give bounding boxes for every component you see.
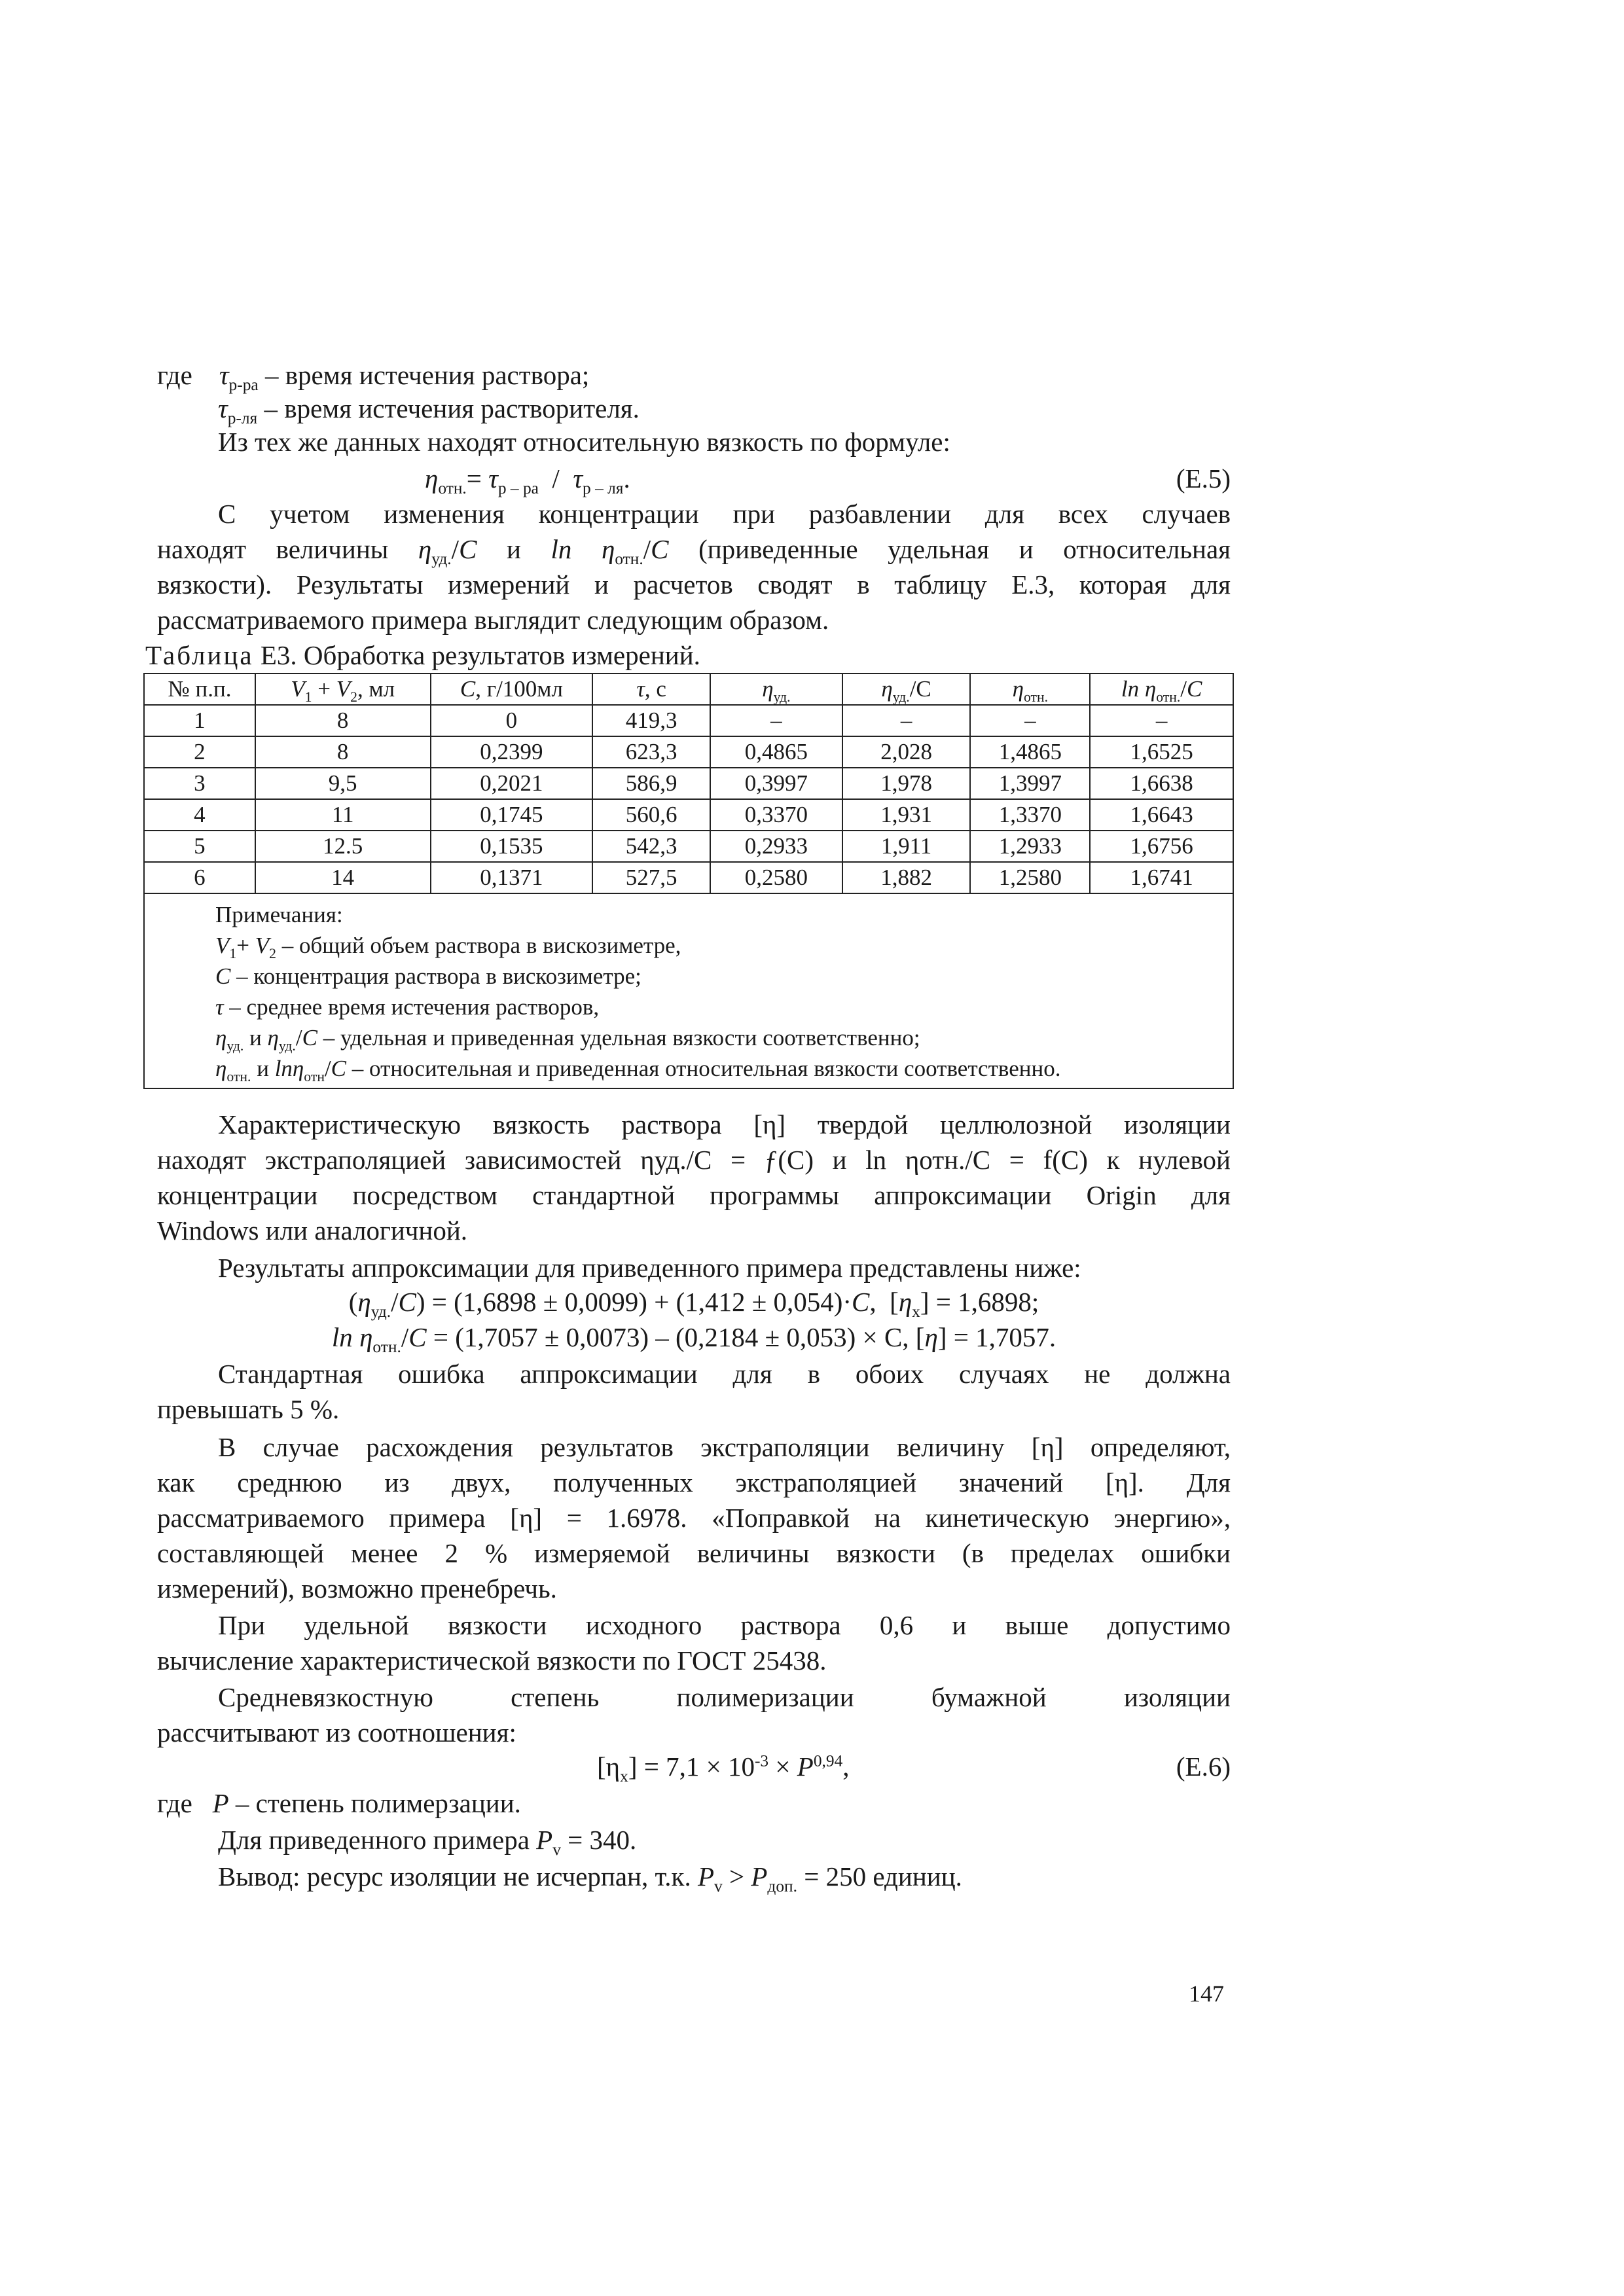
table-row: 5 12.5 0,1535 542,3 0,2933 1,911 1,2933 1,6756 bbox=[144, 831, 1233, 862]
paragraph-5-line-2: превышать 5 %. bbox=[157, 1394, 340, 1424]
header-number: № п.п. bbox=[144, 673, 255, 705]
header-relative-viscosity: $\eta_{отн.}$ bbox=[970, 673, 1090, 705]
paragraph-5-line-1: Стандартная ошибка аппроксимации для в обоих случаях не должна bbox=[218, 1359, 1231, 1389]
table-header-row bbox=[144, 673, 1233, 705]
equation-number: (Е.5) bbox=[1176, 463, 1231, 493]
paragraph-6-line-3: рассматриваемого примера [η] = 1.6978. «Поправкой на кинетическую энергию», bbox=[157, 1503, 1231, 1533]
paragraph-7-line-1: При удельной вязкости исходного раствора 0,6 и выше допустимо bbox=[218, 1610, 1231, 1640]
table-notes: Примечания: $V_1+ V_2$ – общий объем раствора в вискозиметре, С – концентрация раствора в вискозиметре; τ – среднее время истечения растворов, $\eta_{уд.}$ и $\eta_{уд.}/С$ – удельная и приведенная удельная вязкости соответственно; $\eta_{отн.}$ и lnη$_{отн}$/С – относительная и приведенная относительная вязкости соответственно. bbox=[144, 893, 1233, 1088]
document-page: где $\tau_{р-ра}$ – время истечения раствора; $\tau_{р-ля}$ – время истечения растворителя. Из тех же данных находят относительную вязкость по формуле: $\eta_{отн.}= \tau_{р - ра} / \tau_{р - ля}$. (Е.5) С учетом изменения концентрации при разбавлении для всех случаев находят величины $\eta_{уд.}/C$ и $\ln \eta_{отн.}/C$ (приведенные удельная и относительная вязкости). Результаты измерений и расчетов сводят в таблицу Е.3, которая для рассматриваемого примера выглядит следующим образом. Таблица Е3. Обработка результатов измерений. № п.п. $V_1 + V_2$, мл C, г/100мл τ, с $\eta_{уд.}$ $\eta_{уд.}/С$ $\eta_{отн.}$ $\ln \eta_{отн.}/С$ 1 8 0 419,3 – – – – 2 8 0,2399 623,3 0,4865 2,028 1,4865 1,6525 3 9,5 0,2021 586,9 0,3997 1,978 1,3997 1,6638 4 11 0,1745 560,6 0,3370 1,931 1,3370 1,6643 5 12.5 0,1535 542,3 0,2933 1,911 1,2933 1,6756 6 14 0,1371 527,5 0,2580 1,882 1,2580 1,6741 Примечания: $V_1+ V_2$ – общий объем раствора в вискозиметре, С – концентрация раствора в вискозиметре; τ – среднее время истечения растворов, $\eta_{уд.}$ и $\eta_{уд.}/С$ – удельная и приведенная удельная вязкости соответственно; $\eta_{отн.}$ и lnη$_{отн}$/С – относительная и приведенная относительная вязкости соответственно. Характеристическую вязкость раствора [η] твердой целлюлозной изоляции находят экстраполяцией зависимостей ηуд./С = ƒ(С) и ln ηотн./С = f(С) к нулевой концентрации посредством стандартной программы аппроксимации Origin для Windows или аналогичной. Результаты аппроксимации для приведенного примера представлены ниже: $(\eta_{уд.}/С) = (1,6898 \pm 0,0099) + (1,412 \pm 0,054)\cdot С$, $[\eta_х] = 1,6898$; $\ln \eta_{отн.}/С = (1,7057 \pm 0,0073) - (0,2184 \pm 0,053) \times С$, [η] = 1,7057. Стандартная ошибка аппроксимации для в обоих случаях не должна превышать 5 %. В случае расхождения результатов экстраполяции величину [η] определяют, как среднюю из двух, полученных экстраполяцией значений [η]. Для рассматриваемого примера [η] = 1.6978. «Поправкой на кинетическую энергию», составляющей менее 2 % измеряемой величины вязкости (в пределах ошибки измерений), возможно пренебречь. При удельной вязкости исходного раствора 0,6 и выше допустимо вычисление характеристической вязкости по ГОСТ 25438. Средневязкостную степень полимеризации бумажной изоляции рассчитывают из соотношения: $[\eta_х] = 7,1 \times 10^{-3} \times P^{0,94}$, (Е.6) где Р – степень полимерзации. Для приведенного примера $Р_v = 340$. Вывод: ресурс изоляции не исчерпан, т.к. $Р_v > Р_{доп.} = 250$ единиц. 147 bbox=[0, 0, 1624, 2296]
paragraph-6-line-4: составляющей менее 2 % измеряемой величины вязкости (в пределах ошибки bbox=[157, 1538, 1231, 1568]
table-row: 3 9,5 0,2021 586,9 0,3997 1,978 1,3997 1,6638 bbox=[144, 768, 1233, 799]
paragraph-3-line-1: Характеристическую вязкость раствора [η] твердой целлюлозной изоляции bbox=[218, 1109, 1231, 1139]
header-specific-viscosity: $\eta_{уд.}$ bbox=[710, 673, 842, 705]
definition-line-2: $\tau_{р-ля}$ – время истечения растворителя. bbox=[218, 393, 640, 428]
header-reduced-relative: $\ln \eta_{отн.}/С$ bbox=[1090, 673, 1233, 705]
definition-p: где Р – степень полимерзации. bbox=[157, 1788, 521, 1818]
header-volume: $V_1 + V_2$, мл bbox=[255, 673, 431, 705]
paragraph-4: Результаты аппроксимации для приведенного примера представлены ниже: bbox=[218, 1253, 1081, 1283]
paragraph-8-line-1: Средневязкостную степень полимеризации бумажной изоляции bbox=[218, 1682, 1231, 1712]
table-row: 2 8 0,2399 623,3 0,4865 2,028 1,4865 1,6525 bbox=[144, 736, 1233, 768]
paragraph-10: Для приведенного примера $Р_v = 340$. bbox=[218, 1825, 637, 1859]
paragraph-2-line-3: вязкости). Результаты измерений и расчетов сводят в таблицу Е.3, которая для bbox=[157, 569, 1231, 600]
paragraph-6-line-5: измерений), возможно пренебречь. bbox=[157, 1573, 557, 1604]
paragraph-3-line-2: находят экстраполяцией зависимостей ηуд./С = ƒ(С) и ln ηотн./С = f(С) к нулевой bbox=[157, 1145, 1231, 1175]
table-row: 1 8 0 419,3 – – – – bbox=[144, 705, 1233, 736]
conclusion: Вывод: ресурс изоляции не исчерпан, т.к. $Р_v > Р_{доп.} = 250$ единиц. bbox=[218, 1861, 962, 1896]
paragraph-7-line-2: вычисление характеристической вязкости по ГОСТ 25438. bbox=[157, 1645, 827, 1676]
paragraph-6-line-1: В случае расхождения результатов экстраполяции величину [η] определяют, bbox=[218, 1432, 1231, 1462]
table-caption: Таблица Е3. Обработка результатов измерений. bbox=[145, 640, 700, 670]
header-reduced-specific: $\eta_{уд.}/С$ bbox=[842, 673, 971, 705]
definition-line-1: где $\tau_{р-ра}$ – время истечения раствора; bbox=[157, 360, 590, 395]
table-row: 6 14 0,1371 527,5 0,2580 1,882 1,2580 1,6741 bbox=[144, 862, 1233, 893]
table-notes-row bbox=[144, 893, 1233, 1088]
paragraph-2-line-1: С учетом изменения концентрации при разбавлении для всех случаев bbox=[218, 499, 1231, 529]
header-time: τ, с bbox=[592, 673, 710, 705]
paragraph-6-line-2: как среднюю из двух, полученных экстраполяцией значений [η]. Для bbox=[157, 1467, 1231, 1498]
paragraph-2-line-4: рассматриваемого примера выглядит следующим образом. bbox=[157, 605, 829, 635]
paragraph-2-line-2: находят величины $\eta_{уд.}/C$ и $\ln \eta_{отн.}/C$ (приведенные удельная и относительная bbox=[157, 534, 1231, 569]
equation-number: (Е.6) bbox=[1176, 1751, 1231, 1782]
header-concentration: C, г/100мл bbox=[431, 673, 593, 705]
results-table bbox=[143, 673, 1234, 1089]
page-number: 147 bbox=[1189, 1981, 1224, 2007]
paragraph-1: Из тех же данных находят относительную вязкость по формуле: bbox=[218, 427, 950, 457]
paragraph-3-line-3: концентрации посредством стандартной программы аппроксимации Origin для bbox=[157, 1180, 1231, 1210]
paragraph-3-line-4: Windows или аналогичной. bbox=[157, 1215, 468, 1246]
formula-approximation-1: $(\eta_{уд.}/С) = (1,6898 \pm 0,0099) + (1,412 \pm 0,054)\cdot С$, $[\eta_х] = 1,6898$; bbox=[348, 1287, 1039, 1321]
paragraph-8-line-2: рассчитывают из соотношения: bbox=[157, 1717, 516, 1748]
formula-approximation-2: $\ln \eta_{отн.}/С = (1,7057 \pm 0,0073) - (0,2184 \pm 0,053) \times С$, [η] = 1,7057. bbox=[331, 1322, 1056, 1357]
table-row: 4 11 0,1745 560,6 0,3370 1,931 1,3370 1,6643 bbox=[144, 799, 1233, 831]
